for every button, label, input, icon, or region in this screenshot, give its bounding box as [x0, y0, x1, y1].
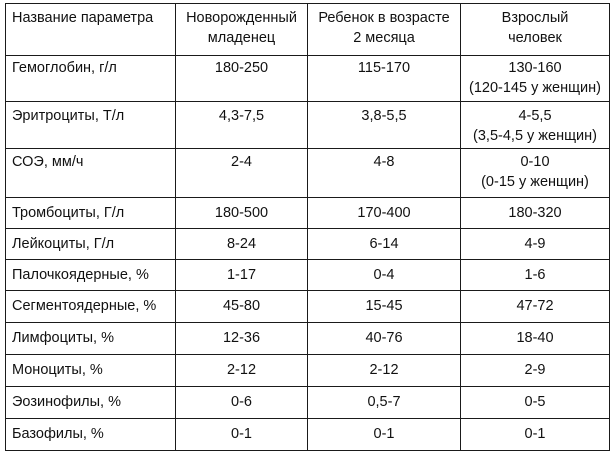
- adult-value: 47-72: [516, 298, 554, 314]
- header-text: Новорожденный: [186, 10, 297, 26]
- cell-newborn: [176, 260, 308, 291]
- cell-parameter: [6, 419, 176, 451]
- table-row-hemoglobin: [6, 56, 610, 102]
- cell-infant-2-months: [308, 419, 461, 451]
- cell-parameter: [6, 260, 176, 291]
- cell-infant-2-months: [308, 229, 461, 260]
- cell-adult: [461, 149, 610, 198]
- cell-newborn: [176, 323, 308, 355]
- parameter-label: Палочкоядерные, %: [12, 267, 149, 283]
- table-row-platelets: [6, 198, 610, 229]
- adult-value: 4-5,5: [518, 108, 552, 124]
- infant-value: 0-4: [373, 267, 395, 283]
- adult-female-note: (3,5-4,5 у женщин): [473, 128, 597, 144]
- cell-infant-2-months: [308, 323, 461, 355]
- parameter-label: Моноциты, %: [12, 362, 103, 378]
- adult-value: 0-5: [524, 394, 546, 410]
- cell-infant-2-months: [308, 387, 461, 419]
- table-row-band-neutrophils: [6, 260, 610, 291]
- infant-value: 15-45: [365, 298, 403, 314]
- parameter-label: Лимфоциты, %: [12, 330, 114, 346]
- parameter-label: Лейкоциты, Г/л: [12, 236, 115, 252]
- table-row-erythrocytes: [6, 102, 610, 149]
- adult-value: 1-6: [524, 267, 546, 283]
- cell-adult: [461, 291, 610, 323]
- infant-value: 115-170: [357, 60, 411, 76]
- header-cell-infant-2-months: [308, 4, 461, 56]
- parameter-label: Сегментоядерные, %: [12, 298, 157, 314]
- cell-newborn: [176, 229, 308, 260]
- header-text: человек: [508, 30, 562, 46]
- cell-adult: [461, 229, 610, 260]
- table-row-lymphocytes: [6, 323, 610, 355]
- cell-parameter: [6, 355, 176, 387]
- header-text: 2 месяца: [353, 30, 415, 46]
- infant-value: 0-1: [373, 426, 395, 442]
- table-row-monocytes: [6, 355, 610, 387]
- newborn-value: 4,3-7,5: [218, 108, 265, 124]
- cell-adult: [461, 260, 610, 291]
- table-row-basophils: [6, 419, 610, 451]
- cell-parameter: [6, 102, 176, 149]
- cell-infant-2-months: [308, 355, 461, 387]
- newborn-value: 2-12: [226, 362, 257, 378]
- adult-value: 18-40: [516, 330, 554, 346]
- infant-value: 2-12: [369, 362, 399, 378]
- cell-newborn: [176, 56, 308, 102]
- cell-adult: [461, 323, 610, 355]
- adult-female-note: (0-15 у женщин): [481, 174, 589, 190]
- cell-newborn: [176, 419, 308, 451]
- cell-infant-2-months: [308, 149, 461, 198]
- table-row-segmented-neutrophils: [6, 291, 610, 323]
- cell-adult: [461, 387, 610, 419]
- cell-infant-2-months: [308, 102, 461, 149]
- newborn-value: 12-36: [222, 330, 261, 346]
- adult-female-note: (120-145 у женщин): [469, 80, 601, 96]
- cell-parameter: [6, 198, 176, 229]
- header-cell-parameter: [6, 4, 176, 56]
- header-cell-adult: [461, 4, 610, 56]
- infant-value: 3,8-5,5: [361, 108, 407, 124]
- cell-newborn: [176, 102, 308, 149]
- adult-value: 4-9: [524, 236, 546, 252]
- adult-value: 0-1: [524, 426, 546, 442]
- newborn-value: 2-4: [231, 154, 252, 170]
- parameter-label: Эозинофилы, %: [12, 394, 122, 410]
- cell-adult: [461, 56, 610, 102]
- infant-value: 4-8: [373, 154, 395, 170]
- adult-value: 130-160: [508, 60, 562, 76]
- parameter-label: СОЭ, мм/ч: [12, 154, 84, 170]
- cell-infant-2-months: [308, 56, 461, 102]
- table-row-leukocytes: [6, 229, 610, 260]
- cell-newborn: [176, 198, 308, 229]
- parameter-label: Гемоглобин, г/л: [12, 60, 117, 76]
- newborn-value: 45-80: [222, 298, 261, 314]
- infant-value: 170-400: [357, 205, 411, 221]
- cell-infant-2-months: [308, 291, 461, 323]
- header-text: младенец: [207, 30, 276, 46]
- cell-infant-2-months: [308, 198, 461, 229]
- header-cell-newborn: [176, 4, 308, 56]
- table-row-esr: [6, 149, 610, 198]
- newborn-value: 0-6: [231, 394, 252, 410]
- cell-parameter: [6, 56, 176, 102]
- infant-value: 40-76: [365, 330, 403, 346]
- table-row-eosinophils: [6, 387, 610, 419]
- cell-adult: [461, 355, 610, 387]
- newborn-value: 180-250: [214, 60, 269, 76]
- cell-parameter: [6, 323, 176, 355]
- adult-value: 2-9: [524, 362, 546, 378]
- cell-infant-2-months: [308, 260, 461, 291]
- cell-newborn: [176, 291, 308, 323]
- blood-parameters-table: [5, 3, 610, 451]
- header-text: Ребенок в возрасте: [318, 10, 450, 26]
- adult-value: 180-320: [508, 205, 562, 221]
- cell-newborn: [176, 149, 308, 198]
- infant-value: 6-14: [369, 236, 399, 252]
- cell-newborn: [176, 387, 308, 419]
- newborn-value: 180-500: [214, 205, 269, 221]
- cell-adult: [461, 102, 610, 149]
- cell-adult: [461, 419, 610, 451]
- parameter-label: Эритроциты, Т/л: [12, 108, 125, 124]
- cell-newborn: [176, 355, 308, 387]
- cell-parameter: [6, 149, 176, 198]
- cell-adult: [461, 198, 610, 229]
- infant-value: 0,5-7: [367, 394, 401, 410]
- cell-parameter: [6, 387, 176, 419]
- newborn-value: 8-24: [226, 236, 257, 252]
- adult-value: 0-10: [520, 154, 550, 170]
- cell-parameter: [6, 229, 176, 260]
- newborn-value: 1-17: [226, 267, 257, 283]
- header-text: Название параметра: [12, 10, 154, 26]
- table-header-row: [6, 4, 610, 56]
- parameter-label: Тромбоциты, Г/л: [12, 205, 125, 221]
- newborn-value: 0-1: [231, 426, 252, 442]
- header-text: Взрослый: [501, 10, 569, 26]
- cell-parameter: [6, 291, 176, 323]
- parameter-label: Базофилы, %: [12, 426, 104, 442]
